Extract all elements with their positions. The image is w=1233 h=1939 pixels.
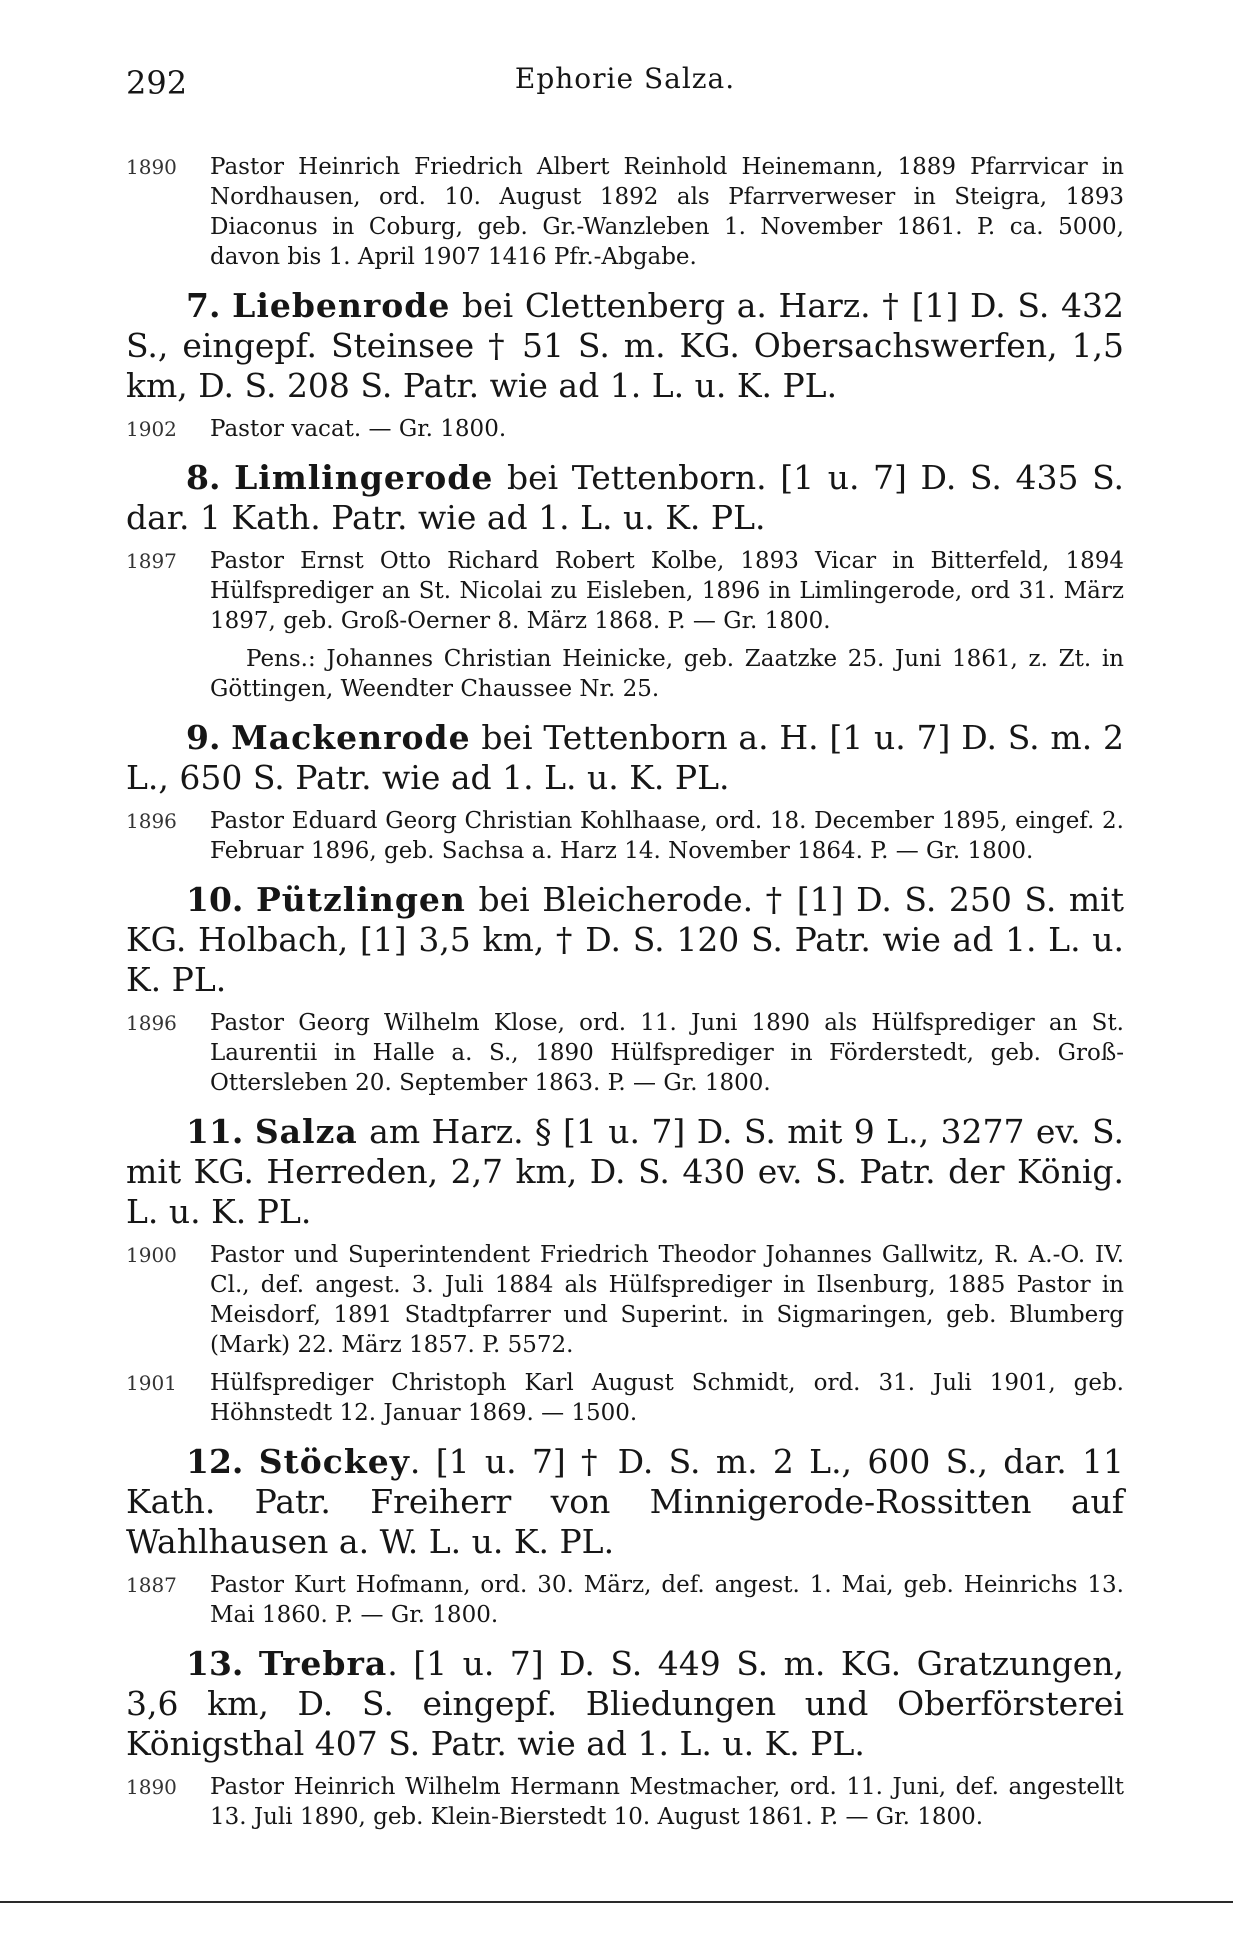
parish-name: Mackenrode (231, 718, 471, 757)
pastor-entry (126, 414, 1124, 444)
parish-number: 12. (186, 1442, 244, 1481)
pastor-entry (126, 152, 1124, 272)
pastor-entry (126, 1772, 1124, 1832)
page-header (126, 56, 1124, 104)
parish-text: bei Tettenborn a. H. [1 u. 7] D. S. m. 2 L., 650 S. Patr. wie ad 1. L. u. K. PL. (126, 718, 1124, 797)
entry-text: Pastor Heinrich Friedrich Albert Reinhold Heinemann, 1889 Pfarrvicar in Nordhausen, ord. 10. August 1892 als Pfarrverweser in Steigra, 1893 Diaconus in Coburg, geb. Gr.-Wanzleben 1. November 1861. P. ca. 5000, davon bis 1. April 1907 1416 Pfr.-Abgabe. (210, 154, 1124, 270)
entry-year: 1887 (126, 1573, 177, 1597)
entry-year: 1897 (126, 549, 177, 573)
parish-name: Liebenrode (232, 286, 451, 325)
parish-text: bei Clettenberg a. Harz. † [1] D. S. 432 S., eingepf. Steinsee † 51 S. m. KG. Obersachswerfen, 1,5 km, D. S. 208 S. Patr. wie ad 1. L. u. K. PL. (126, 286, 1124, 405)
parish-paragraph (126, 1442, 1124, 1562)
pastor-entry (126, 1240, 1124, 1360)
parish-name: Pützlingen (255, 880, 466, 919)
pastor-entry (126, 1570, 1124, 1630)
parish-paragraph (126, 1644, 1124, 1764)
entry-year: 1901 (126, 1371, 177, 1395)
parish-number: 8. (186, 458, 221, 497)
parish-paragraph (126, 718, 1124, 798)
parish-name: Salza (254, 1112, 358, 1151)
pastor-entry (126, 1368, 1124, 1428)
entry-year: 1896 (126, 1011, 177, 1035)
entry-text: Hülfsprediger Christoph Karl August Schmidt, ord. 31. Juli 1901, geb. Höhnstedt 12. Januar 1869. — 1500. (210, 1370, 1124, 1426)
pension-text: Pens.: Johannes Christian Heinicke, geb. Zaatzke 25. Juni 1861, z. Zt. in Göttingen, Weendter Chaussee Nr. 25. (210, 646, 1124, 702)
pastor-entry (126, 806, 1124, 866)
parish-number: 7. (186, 286, 221, 325)
page (126, 56, 1124, 1832)
entry-text: Pastor und Superintendent Friedrich Theodor Johannes Gallwitz, R. A.-O. IV. Cl., def. angest. 3. Juli 1884 als Hülfsprediger in Ilsenburg, 1885 Pastor in Meisdorf, 1891 Stadtpfarrer und Superint. in Sigmaringen, geb. Blumberg (Mark) 22. März 1857. P. 5572. (210, 1242, 1124, 1358)
parish-name: Limlingerode (234, 458, 494, 497)
parish-text: bei Tettenborn. [1 u. 7] D. S. 435 S. dar. 1 Kath. Patr. wie ad 1. L. u. K. PL. (126, 458, 1124, 537)
pastor-entry (126, 1008, 1124, 1098)
entry-text: Pastor Kurt Hofmann, ord. 30. März, def. angest. 1. Mai, geb. Heinrichs 13. Mai 1860. P. — Gr. 1800. (210, 1572, 1124, 1628)
entry-year: 1890 (126, 155, 177, 179)
entry-year: 1900 (126, 1243, 177, 1267)
page-bottom-rule (0, 1901, 1233, 1903)
entry-year: 1890 (126, 1775, 177, 1799)
entry-text: Pastor Ernst Otto Richard Robert Kolbe, 1893 Vicar in Bitterfeld, 1894 Hülfsprediger an St. Nicolai zu Eisleben, 1896 in Limlingerode, ord 31. März 1897, geb. Groß-Oerner 8. März 1868. P. — Gr. 1800. (210, 548, 1124, 634)
parish-number: 13. (186, 1644, 244, 1683)
running-title: Ephorie Salza. (514, 62, 736, 95)
parish-paragraph (126, 286, 1124, 406)
entry-year: 1902 (126, 417, 177, 441)
parish-name: Trebra (258, 1644, 388, 1683)
parish-name: Stöckey (258, 1442, 410, 1481)
entry-text: Pastor Eduard Georg Christian Kohlhaase, ord. 18. December 1895, eingef. 2. Februar 1896, geb. Sachsa a. Harz 14. November 1864. P. — Gr. 1800. (210, 808, 1124, 864)
page-number: 292 (126, 64, 188, 102)
parish-number: 10. (186, 880, 244, 919)
parish-paragraph (126, 880, 1124, 1000)
parish-number: 9. (186, 718, 221, 757)
pastor-entry (126, 546, 1124, 636)
parish-paragraph (126, 458, 1124, 538)
parish-paragraph (126, 1112, 1124, 1232)
parish-text: . [1 u. 7] † D. S. m. 2 L., 600 S., dar. 11 Kath. Patr. Freiherr von Minnigerode-Rossitten auf Wahlhausen a. W. L. u. K. PL. (126, 1442, 1124, 1561)
parish-text: bei Bleicherode. † [1] D. S. 250 S. mit KG. Holbach, [1] 3,5 km, † D. S. 120 S. Patr. wie ad 1. L. u. K. PL. (126, 880, 1124, 999)
entry-text: Pastor Georg Wilhelm Klose, ord. 11. Juni 1890 als Hülfsprediger an St. Laurentii in Halle a. S., 1890 Hülfsprediger in Förderstedt, geb. Groß-Ottersleben 20. September 1863. P. — Gr. 1800. (210, 1010, 1124, 1096)
parish-number: 11. (186, 1112, 244, 1151)
entry-year: 1896 (126, 809, 177, 833)
entry-text: Pastor Heinrich Wilhelm Hermann Mestmacher, ord. 11. Juni, def. angestellt 13. Juli 1890, geb. Klein-Bierstedt 10. August 1861. P. — Gr. 1800. (210, 1774, 1124, 1830)
entry-text: Pastor vacat. — Gr. 1800. (210, 416, 507, 442)
pension-note (126, 644, 1124, 704)
parish-text: am Harz. § [1 u. 7] D. S. mit 9 L., 3277 ev. S. mit KG. Herreden, 2,7 km, D. S. 430 ev. S. Patr. der König. L. u. K. PL. (126, 1112, 1124, 1231)
parish-text: . [1 u. 7] D. S. 449 S. m. KG. Gratzungen, 3,6 km, D. S. eingepf. Bliedungen und Oberförsterei Königsthal 407 S. Patr. wie ad 1. L. u. K. PL. (126, 1644, 1124, 1763)
